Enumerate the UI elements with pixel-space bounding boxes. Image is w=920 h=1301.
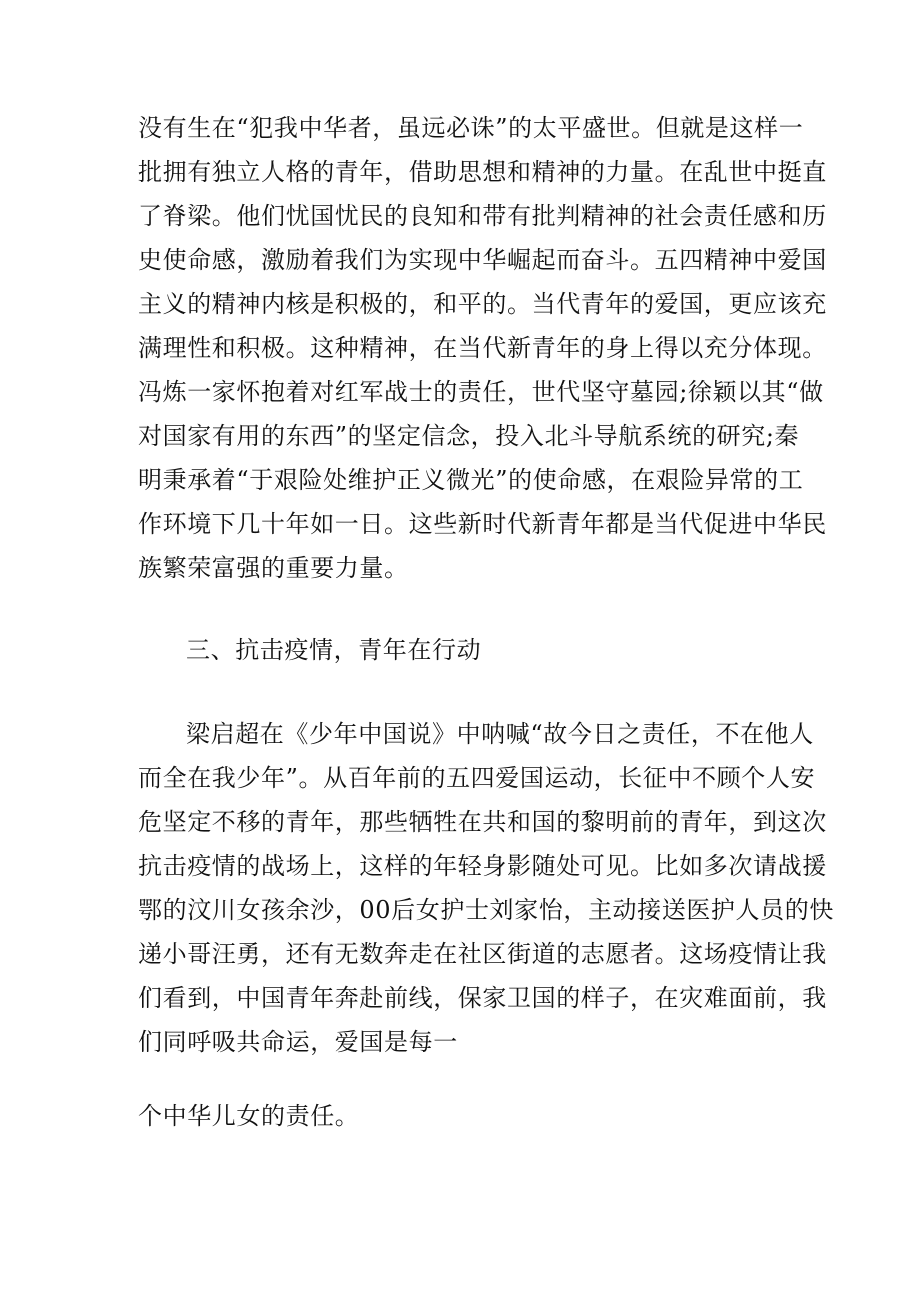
- paragraph-1-line: 族繁荣富强的重要力量。: [138, 554, 409, 582]
- paragraph-2-line: 而全在我少年”。从百年前的五四爱国运动，长征中不顾个人安: [138, 764, 816, 792]
- paragraph-1-line: 冯炼一家怀抱着对红军战士的责任，世代坚守墓园;徐颖以其“做: [138, 378, 824, 406]
- paragraph-1-line: 满理性和积极。这种精神，在当代新青年的身上得以充分体现。: [138, 334, 827, 362]
- paragraph-2-line: 危坚定不移的青年，那些牺牲在共和国的黎明前的青年，到这次: [138, 808, 827, 836]
- paragraph-1-line: 明秉承着“于艰险处维护正义微光”的使命感，在艰险异常的工: [138, 466, 804, 494]
- paragraph-1-line: 作环境下几十年如一日。这些新时代新青年都是当代促进中华民: [138, 510, 827, 538]
- paragraph-2-line: 们看到，中国青年奔赴前线，保家卫国的样子，在灾难面前，我: [138, 984, 827, 1012]
- paragraph-1-line: 主义的精神内核是积极的，和平的。当代青年的爱国，更应该充: [138, 290, 827, 318]
- paragraph-2-line: 鄂的汶川女孩余沙，00后女护士刘家怡，主动接送医护人员的快: [138, 896, 834, 924]
- paragraph-2-line: 抗击疫情的战场上，这样的年轻身影随处可见。比如多次请战援: [138, 852, 827, 880]
- trailing-line: 个中华儿女的责任。: [138, 1102, 360, 1130]
- paragraph-2-line: 递小哥汪勇，还有无数奔走在社区街道的志愿者。这场疫情让我: [138, 940, 827, 968]
- paragraph-2-line: 梁启超在《少年中国说》中呐喊“故今日之责任，不在他人: [186, 720, 814, 748]
- paragraph-1-line: 对国家有用的东西”的坚定信念，投入北斗导航系统的研究;秦: [138, 422, 800, 450]
- paragraph-2-line: 们同呼吸共命运，爱国是每一: [138, 1028, 458, 1056]
- paragraph-1-line: 了脊梁。他们忧国忧民的良知和带有批判精神的社会责任感和历: [138, 202, 827, 230]
- paragraph-1-line: 史使命感，激励着我们为实现中华崛起而奋斗。五四精神中爱国: [138, 246, 827, 274]
- paragraph-1-line: 没有生在“犯我中华者，虽远必诛”的太平盛世。但就是这样一: [138, 114, 804, 142]
- section-heading: 三、抗击疫情，青年在行动: [186, 636, 482, 664]
- paragraph-1-line: 批拥有独立人格的青年，借助思想和精神的力量。在乱世中挺直: [138, 158, 827, 186]
